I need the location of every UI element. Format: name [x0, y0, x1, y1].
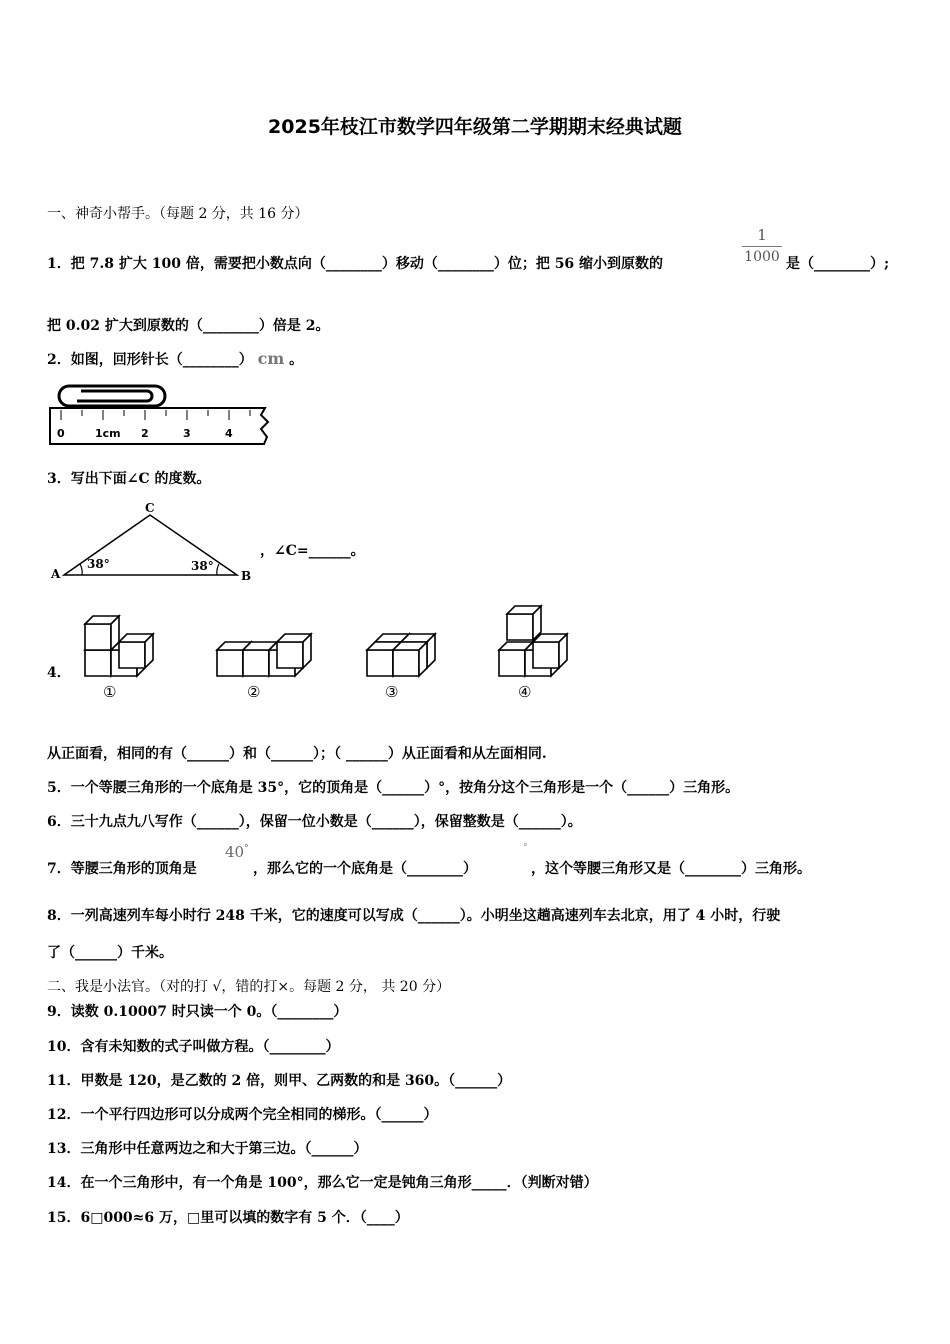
- question-11: 11．甲数是 120，是乙数的 2 倍，则甲、乙两数的和是 360。（______）: [47, 1073, 512, 1089]
- ruler-figure: [47, 382, 272, 448]
- angle-40: [225, 843, 249, 861]
- question-2: [47, 349, 303, 369]
- question-3-answer: ，∠C=______。: [260, 543, 365, 559]
- question-2-end: 。: [289, 352, 304, 368]
- vertex-c-label: C: [145, 501, 155, 515]
- degree-sign-2: °: [523, 843, 528, 853]
- ruler-label-3: 3: [183, 427, 191, 440]
- section-1-heading: 一、神奇小帮手。（每题 2 分，共 16 分）: [47, 206, 309, 222]
- ruler-label-0: 0: [57, 427, 65, 440]
- ruler-label-2: 2: [141, 427, 149, 440]
- shape-1: [85, 616, 153, 676]
- angle-40-value: 40: [225, 843, 245, 861]
- question-4: 从正面看，相同的有（______）和（______）；（ ______）从正面看和从左面相同.: [47, 746, 547, 762]
- question-7-mid: ，那么它的一个底角是（________）: [253, 861, 477, 877]
- question-3: 3．写出下面∠C 的度数。: [47, 471, 211, 487]
- shape-label-2: ②: [247, 683, 261, 701]
- shape-3: [367, 634, 435, 676]
- page-title: 2025年枝江市数学四年级第二学期期末经典试题: [268, 116, 682, 138]
- question-1: 1．把 7.8 扩大 100 倍，需要把小数点向（________）移动（________）位；把 56 缩小到原数的: [47, 256, 664, 272]
- shape-2: [217, 634, 311, 676]
- vertex-b-label: B: [241, 569, 252, 583]
- angle-b-label: 38°: [191, 559, 214, 573]
- question-2-text: 2．如图，回形针长（________）: [47, 352, 253, 368]
- question-7-tail: ，这个等腰三角形又是（________）三角形。: [531, 861, 811, 877]
- question-14: 14．在一个三角形中，有一个角是 100°，那么它一定是钝角三角形_____．（判断对错）: [47, 1175, 598, 1191]
- question-8-line2: 了（______）千米。: [47, 945, 173, 961]
- paperclip-icon: [59, 386, 165, 406]
- question-8-line1: 8．一列高速列车每小时行 248 千米，它的速度可以写成（______）。小明坐这趟高速列车去北京，用了 4 小时，行驶: [47, 908, 781, 924]
- shape-label-4: ④: [518, 683, 532, 701]
- triangle-figure: [47, 498, 262, 586]
- question-10: 10．含有未知数的式子叫做方程。（________）: [47, 1039, 340, 1055]
- cube-figures: [75, 600, 585, 705]
- angle-a-label: 38°: [87, 557, 110, 571]
- question-1-line2: 把 0.02 扩大到原数的（________）倍是 2。: [47, 318, 330, 334]
- question-15: 15．6□000≈6 万，□里可以填的数字有 5 个．（____）: [47, 1210, 409, 1226]
- question-9: 9．读数 0.10007 时只读一个 0。（________）: [47, 1004, 348, 1020]
- fraction-denominator: 1000: [744, 249, 780, 265]
- question-13: 13．三角形中任意两边之和大于第三边。（______）: [47, 1141, 368, 1157]
- question-12: 12．一个平行四边形可以分成两个完全相同的梯形。（______）: [47, 1107, 438, 1123]
- question-4-number: 4．: [47, 665, 71, 681]
- shape-label-3: ③: [385, 683, 399, 701]
- shape-label-1: ①: [103, 683, 117, 701]
- fraction-numerator: 1: [757, 226, 767, 244]
- section-2-heading: 二、我是小法官。（对的打 √，错的打×。每题 2 分， 共 20 分）: [47, 979, 451, 995]
- ruler-label-4: 4: [225, 427, 233, 440]
- fraction: [742, 226, 782, 265]
- shape-4: [499, 606, 567, 676]
- question-5: 5．一个等腰三角形的一个底角是 35°，它的顶角是（______）°，按角分这个三角形是一个（______）三角形。: [47, 780, 740, 796]
- question-6: 6．三十九点九八写作（______），保留一位小数是（______），保留整数是（______）。: [47, 814, 582, 830]
- unit-cm: cm: [257, 349, 285, 368]
- vertex-a-label: A: [51, 567, 61, 581]
- degree-sign: °: [244, 844, 249, 854]
- question-1-tail: 是（________）;: [786, 256, 890, 272]
- ruler-label-1: 1cm: [95, 427, 121, 440]
- question-7: 7．等腰三角形的顶角是: [47, 861, 197, 877]
